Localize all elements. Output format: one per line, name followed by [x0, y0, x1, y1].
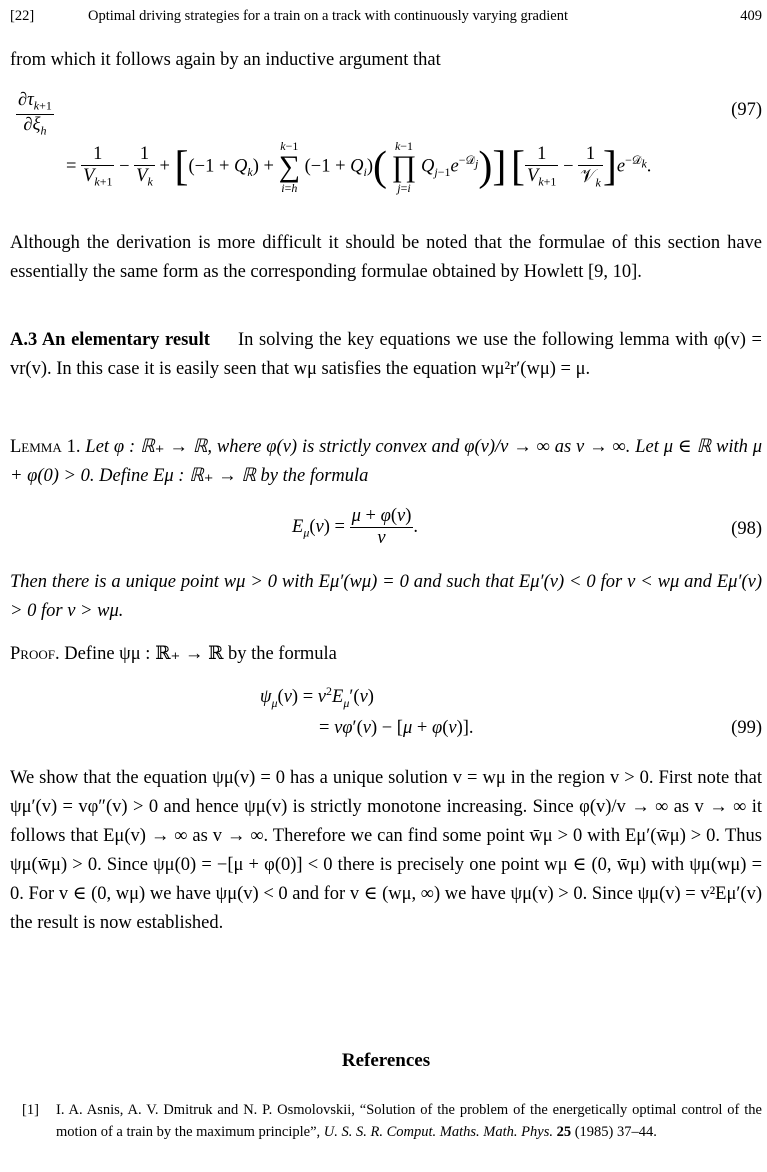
intro-line: from which it follows again by an inductive argument that	[10, 50, 441, 70]
reference-body	[56, 1099, 762, 1143]
lemma-1	[10, 433, 762, 491]
proof-body: We show that the equation ψμ(v) = 0 has a unique solution v = wμ in the region v > 0. First note that ψμ′(v) = vφ″(v) > 0 and hence ψμ(v) is strictly monotone increasing. Since φ(v)/v → ∞ as v → ∞ it follows that Eμ(v) → ∞ as v → ∞. Therefore we can find some point w̄μ > 0 with Eμ′(w̄μ) > 0. Thus ψμ(w̄μ) > 0. Since ψμ(0) = −[μ + φ(0)] < 0 there is precisely one point wμ ∈ (0, w̄μ) with ψμ(wμ) = 0. For v ∈ (0, wμ) we have ψμ(v) < 0 and for v ∈ (wμ, ∞) we have ψμ(v) > 0. Since ψμ(v) = v²Eμ′(v) the result is now established.	[10, 768, 762, 933]
header-ref-number: [22]	[10, 8, 35, 24]
section-a3	[10, 326, 762, 384]
eq99-line1: $\psi_\mu(v) = v^2E_\mu'(v)$	[260, 684, 374, 710]
page-number: 409	[740, 8, 762, 24]
eq97-label: (97)	[731, 100, 762, 120]
lemma-text: Let φ : ℝ₊ → ℝ, where φ(v) is strictly convex and φ(v)/v → ∞ as v → ∞. Let μ ∈ ℝ with μ + φ(0) > 0. Define Eμ : ℝ₊ → ℝ by the formula	[10, 437, 763, 486]
eq97-rhs: = $\frac{1}{V_{k+1}}$ − $\frac{1}{V_k}$ + [$(-1 + Q_k) + k-1$ ∑ i=h $(-1 + Q_i)$( k−1 ∏ j=i $Q_{j-1}e^{-𝒟_j}$)] [ $\frac{1}{V_{k+1}}$ − $\frac{1}{𝒱_k}$ ]$e^{-𝒟_k}$.	[66, 139, 652, 195]
references-heading: References	[341, 1050, 431, 1071]
lemma-conclusion: Then there is a unique point wμ > 0 with Eμ′(wμ) = 0 and such that Eμ′(v) < 0 for v < wμ and Eμ′(v) > 0 for v > wμ.	[10, 572, 762, 621]
reference-volume: 25	[556, 1124, 572, 1140]
reference-journal: U. S. S. R. Comput. Maths. Math. Phys.	[323, 1124, 553, 1140]
reference-text: I. A. Asnis, A. V. Dmitruk and N. P. Osmolovskii, “Solution of the problem of the energetically optimal control of the motion of a train by the maximum principle”,	[56, 1102, 762, 1140]
paragraph-note: Although the derivation is more difficult it should be noted that the formulae of this section have essentially the same form as the corresponding formulae obtained by Howlett [9, 10].	[10, 233, 762, 282]
proof-intro	[10, 640, 762, 669]
eq97-lhs: $\frac{\partial\tau_{k+1}}{\partial\xi_h}$	[18, 90, 52, 138]
proof-label: Proof.	[10, 644, 60, 664]
eq99-line2: = vφ′(v) − [μ + φ(v)].	[319, 718, 474, 738]
header-title: Optimal driving strategies for a train on a track with continuously varying gradient	[88, 8, 568, 24]
section-heading: A.3 An elementary result	[10, 330, 210, 350]
reference-item	[22, 1099, 762, 1143]
eq98-label: (98)	[731, 519, 762, 539]
running-header	[10, 8, 762, 28]
lemma-label: Lemma 1.	[10, 437, 81, 457]
section-text: In solving the key equations we use the following lemma with φ(v) = vr(v). In this case it is easily seen that wμ satisfies the equation wμ²r′(wμ) = μ.	[10, 330, 762, 379]
eq98: $E_\mu(v)$ = $\frac{\mu + \varphi(v)}{v}$ .	[292, 506, 419, 548]
proof-intro-text: Define ψμ : ℝ₊ → ℝ by the formula	[64, 644, 337, 664]
reference-rest: (1985) 37–44.	[574, 1124, 657, 1140]
eq99-label: (99)	[731, 718, 762, 738]
reference-number: [1]	[22, 1102, 39, 1118]
